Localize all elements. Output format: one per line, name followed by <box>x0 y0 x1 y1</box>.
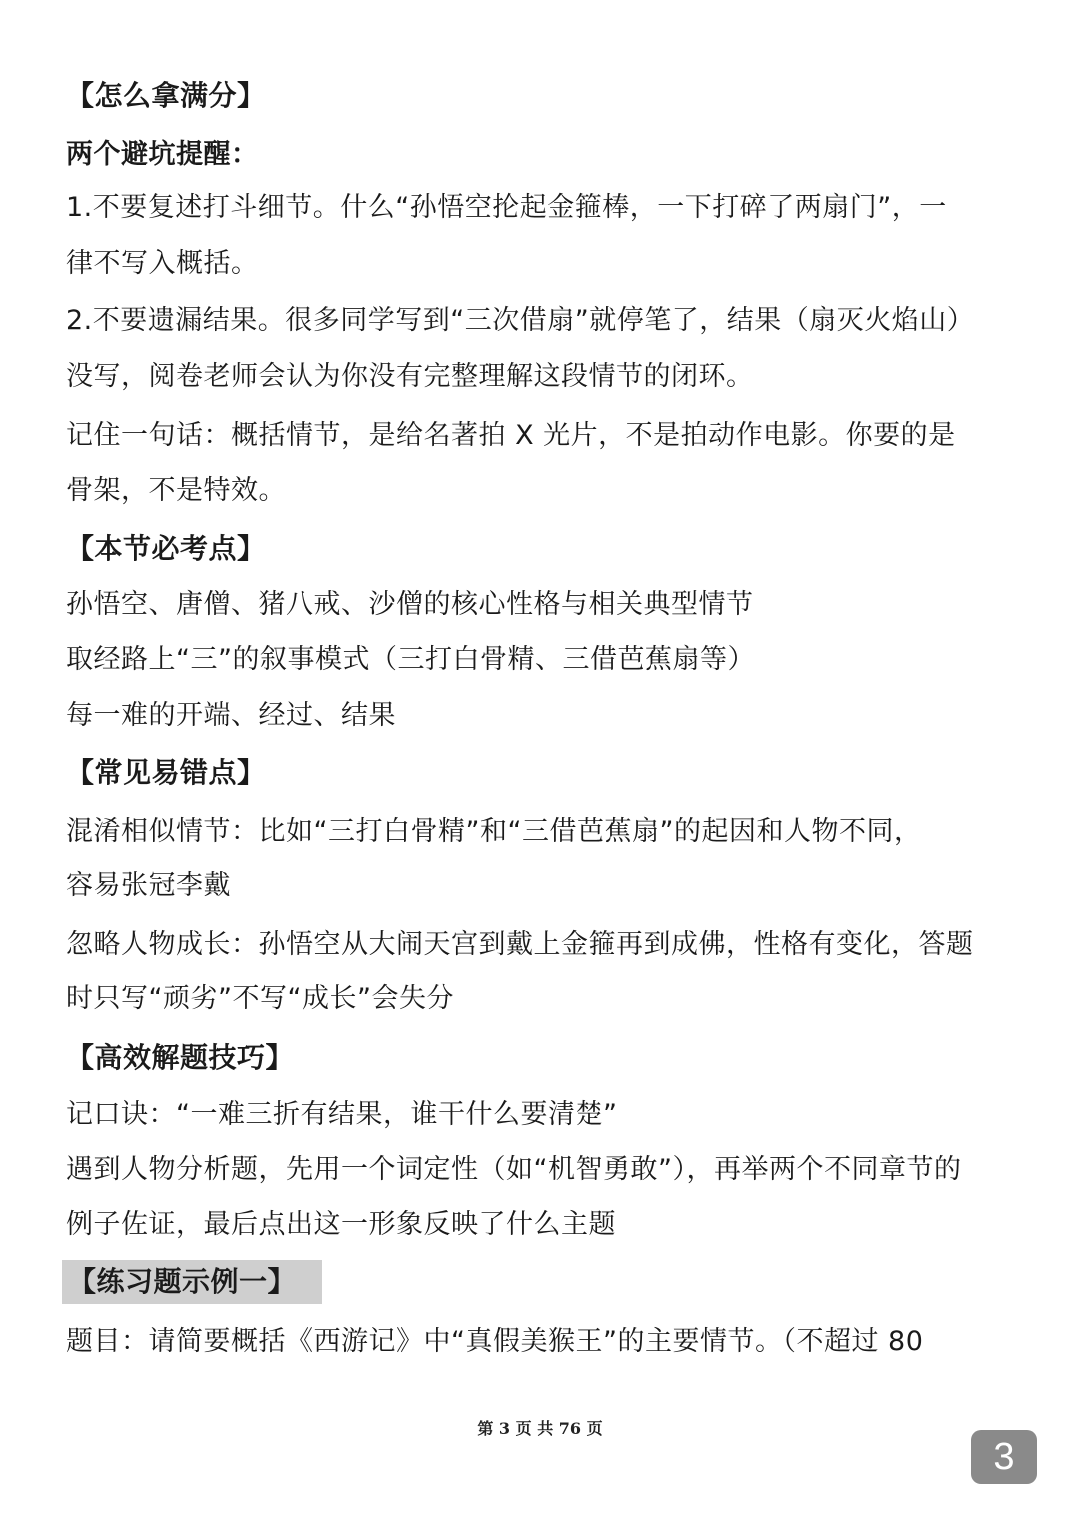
key-point-item: 孙悟空、唐僧、猪八戒、沙僧的核心性格与相关典型情节 <box>66 589 754 620</box>
heading-full-marks: 【怎么拿满分】 <box>66 79 266 112</box>
page-number-badge: 3 <box>971 1430 1037 1484</box>
technique2-line2: 例子佐证，最后点出这一形象反映了什么主题 <box>66 1209 616 1240</box>
page-footer: 第 3 页 共 76 页 <box>477 1419 603 1438</box>
key-point-item: 每一难的开端、经过、结果 <box>66 700 396 731</box>
mistake1-line1: 混淆相似情节：比如“三打白骨精”和“三借芭蕉扇”的起因和人物不同， <box>66 816 922 847</box>
mistake1-line2: 容易张冠李戴 <box>66 870 231 901</box>
heading-common-mistakes: 【常见易错点】 <box>66 756 266 789</box>
remember-line2: 骨架，不是特效。 <box>66 475 286 506</box>
remember-line1: 记住一句话：概括情节，是给名著拍 X 光片，不是拍动作电影。你要的是 <box>66 420 956 451</box>
technique2-line1: 遇到人物分析题，先用一个词定性（如“机智勇敢”），再举两个不同章节的 <box>66 1154 962 1185</box>
heading-techniques: 【高效解题技巧】 <box>66 1041 295 1074</box>
practice-question: 题目：请简要概括《西游记》中“真假美猴王”的主要情节。（不超过 80 <box>66 1326 924 1357</box>
heading-practice-example: 【练习题示例一】 <box>62 1260 322 1304</box>
heading-key-points: 【本节必考点】 <box>66 532 266 565</box>
tip1-line2: 律不写入概括。 <box>66 248 259 279</box>
key-point-item: 取经路上“三”的叙事模式（三打白骨精、三借芭蕉扇等） <box>66 644 755 675</box>
tip1-line1: 1.不要复述打斗细节。什么“孙悟空抡起金箍棒，一下打碎了两扇门”，一 <box>66 192 947 223</box>
technique-mnemonic: 记口诀：“一难三折有结果，谁干什么要清楚” <box>66 1099 618 1130</box>
subheading-pitfalls: 两个避坑提醒： <box>66 139 259 170</box>
tip2-line2: 没写，阅卷老师会认为你没有完整理解这段情节的闭环。 <box>66 361 754 392</box>
tip2-line1: 2.不要遗漏结果。很多同学写到“三次借扇”就停笔了，结果（扇灭火焰山） <box>66 305 975 336</box>
practice-heading-row <box>66 1260 1026 1304</box>
mistake2-line1: 忽略人物成长：孙悟空从大闹天宫到戴上金箍再到成佛，性格有变化，答题 <box>66 929 974 960</box>
mistake2-line2: 时只写“顽劣”不写“成长”会失分 <box>66 983 454 1014</box>
